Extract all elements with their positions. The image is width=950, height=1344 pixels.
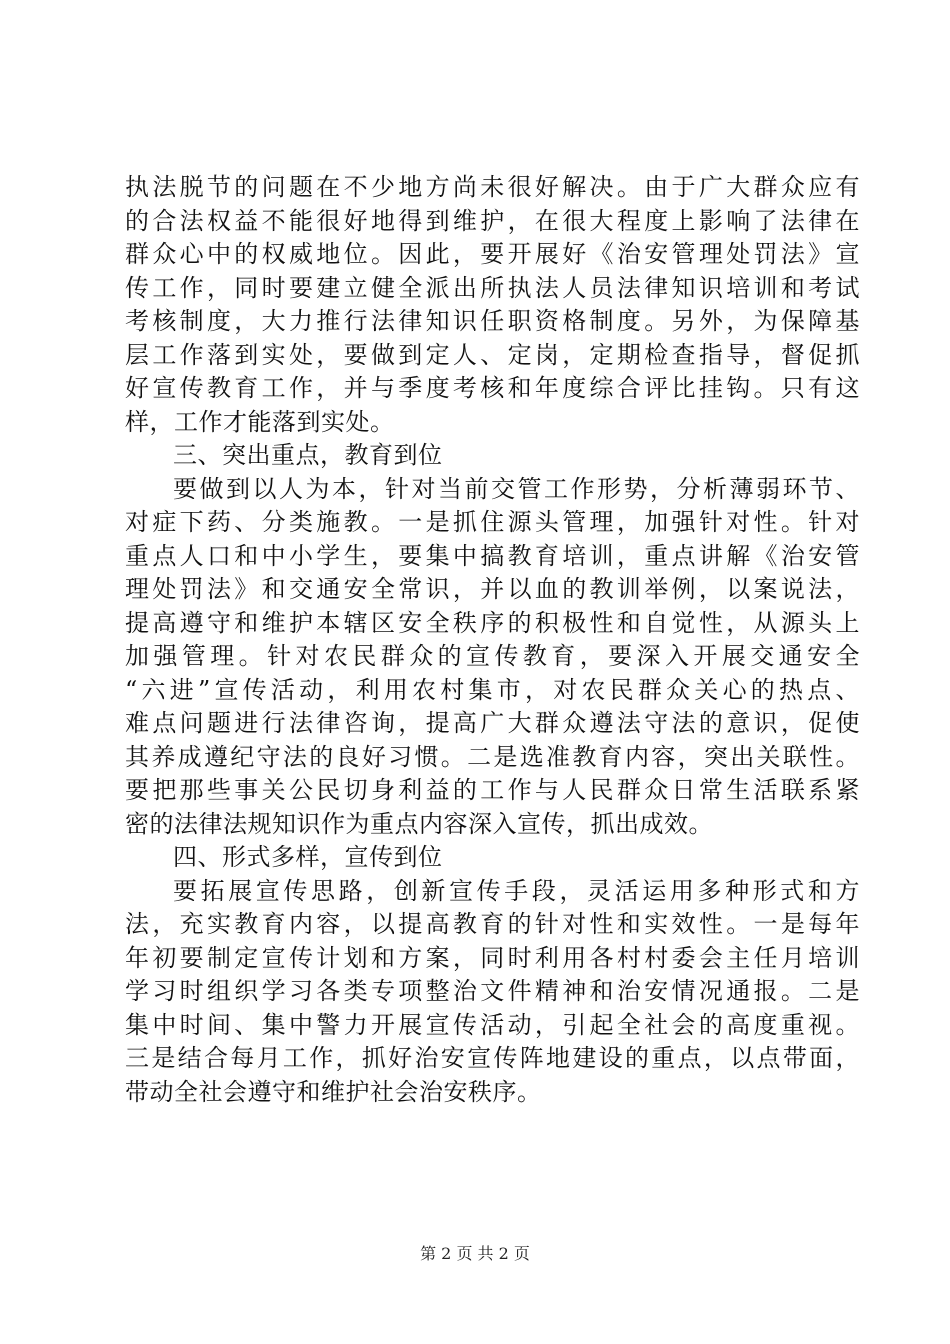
paragraph-line: 传工作，同时要建立健全派出所执法人员法律知识培训和考试 (125, 273, 860, 302)
paragraph-line: 的合法权益不能很好地得到维护，在很大程度上影响了法律在 (125, 206, 860, 235)
paragraph-line: 对症下药、分类施教。一是抓住源头管理，加强针对性。针对 (125, 508, 860, 536)
section-heading: 四、形式多样，宣传到位 (173, 843, 443, 871)
page-number-footer: 第 2 页 共 2 页 (420, 1244, 530, 1263)
paragraph-line: 年初要制定宣传计划和方案，同时利用各村村委会主任月培训 (125, 943, 860, 972)
paragraph-line: 学习时组织学习各类专项整治文件精神和治安情况通报。二是 (125, 977, 860, 1005)
paragraph-line: 加强管理。针对农民群众的宣传教育，要深入开展交通安全 (125, 642, 860, 670)
paragraph-line: 三是结合每月工作，抓好治安宣传阵地建设的重点，以点带面， (125, 1044, 860, 1072)
paragraph-line: 重点人口和中小学生，要集中搞教育培训，重点讲解《治安管 (125, 541, 860, 570)
paragraph-line: 理处罚法》和交通安全常识，并以血的教训举例，以案说法， (125, 575, 860, 603)
document-body (125, 171, 860, 1109)
paragraph-line: 难点问题进行法律咨询，提高广大群众遵法守法的意识，促使 (125, 709, 860, 737)
paragraph-line: 要拓展宣传思路，创新宣传手段，灵活运用多种形式和方 (173, 876, 860, 905)
paragraph-line: 集中时间、集中警力开展宣传活动，引起全社会的高度重视。 (125, 1010, 860, 1039)
paragraph-line: 考核制度，大力推行法律知识任职资格制度。另外，为保障基 (125, 307, 860, 335)
section-heading: 三、突出重点，教育到位 (173, 441, 443, 469)
paragraph-line: 层工作落到实处，要做到定人、定岗，定期检查指导，督促抓 (125, 340, 860, 369)
paragraph-line: 法，充实教育内容，以提高教育的针对性和实效性。一是每年 (125, 910, 860, 938)
paragraph-line: 提高遵守和维护本辖区安全秩序的积极性和自觉性，从源头上 (125, 608, 860, 637)
paragraph-line: 要做到以人为本，针对当前交管工作形势，分析薄弱环节、 (173, 474, 860, 503)
paragraph-line: 好宣传教育工作，并与季度考核和年度综合评比挂钩。只有这 (125, 374, 860, 402)
paragraph-line: 样，工作才能落到实处。 (125, 407, 395, 436)
paragraph-line: 带动全社会遵守和维护社会治安秩序。 (125, 1077, 542, 1106)
paragraph-line: “六进”宣传活动，利用农村集市，对农民群众关心的热点、 (125, 675, 860, 704)
paragraph-line: 其养成遵纪守法的良好习惯。二是选准教育内容，突出关联性。 (125, 742, 860, 771)
paragraph-line: 要把那些事关公民切身利益的工作与人民群众日常生活联系紧 (125, 776, 860, 804)
paragraph-line: 群众心中的权威地位。因此，要开展好《治安管理处罚法》宣 (125, 240, 860, 268)
paragraph-line: 执法脱节的问题在不少地方尚未很好解决。由于广大群众应有 (125, 173, 860, 201)
paragraph-line: 密的法律法规知识作为重点内容深入宣传，抓出成效。 (125, 809, 713, 838)
